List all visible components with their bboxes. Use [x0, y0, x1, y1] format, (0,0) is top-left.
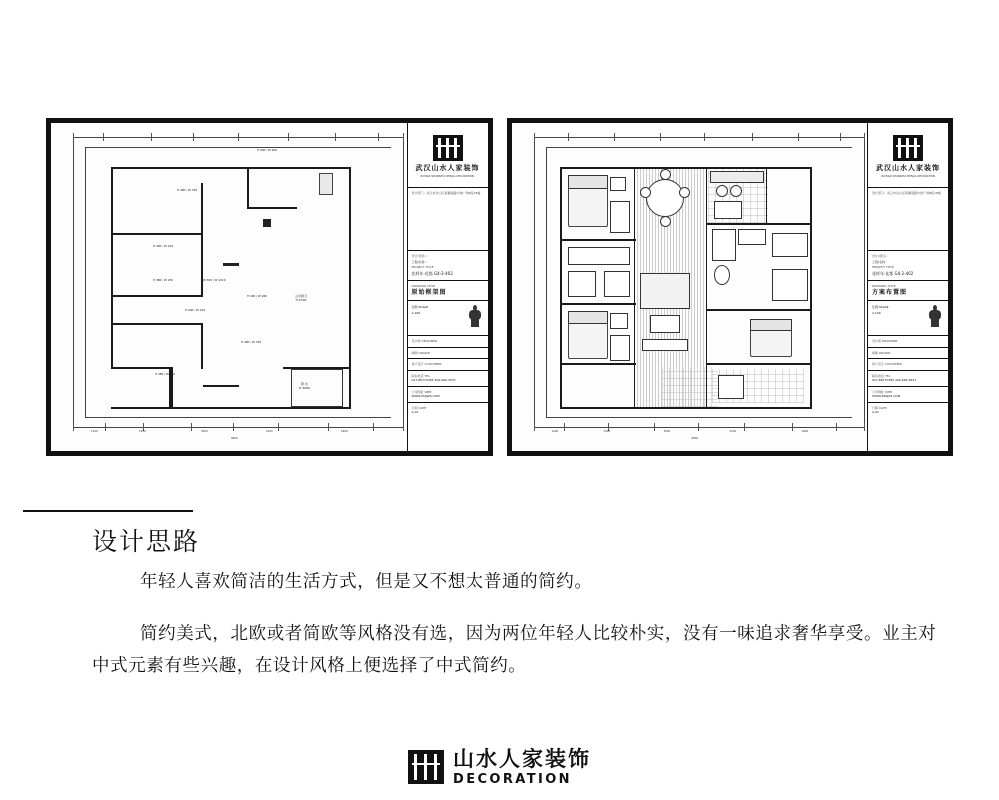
- dim-label-b3: 3500: [201, 430, 208, 433]
- tb-row-key: DRAWING TITLE: [872, 283, 896, 288]
- tb-seal: [868, 301, 948, 336]
- tb-drawn: [868, 348, 948, 360]
- partition-right-lower: [706, 363, 812, 365]
- dim-label-overall: 9800: [231, 437, 238, 440]
- furniture-washer-balcony: [718, 375, 744, 399]
- tb-project-name: 花样年·花都 G4-2-402: [872, 270, 914, 276]
- tb-row-value: A-02: [872, 410, 879, 414]
- company-name-cn: 武汉山水人家装饰: [415, 163, 480, 172]
- dim-label-b4: 2100: [266, 430, 273, 433]
- designer-stamp-icon: [927, 305, 943, 327]
- furniture-toilet: [714, 265, 730, 285]
- furniture-vanity: [738, 229, 766, 245]
- tb-designer: [868, 336, 948, 348]
- furniture-shower: [712, 229, 736, 261]
- title-block-layout: [867, 123, 948, 451]
- furniture-dining-table-round: [646, 179, 684, 217]
- partition-bedroom-right: [201, 183, 203, 235]
- tb-project: [408, 251, 488, 281]
- room-label-shanshui: [295, 295, 307, 303]
- tb-web: [408, 387, 488, 403]
- dim-note-4: H 380 / W 230: [153, 278, 174, 282]
- furniture-wardrobe-second: [610, 335, 630, 361]
- tb-row-value: 1:100: [872, 311, 881, 315]
- tb-designer: [408, 336, 488, 348]
- tb-drawing-title: [408, 281, 488, 302]
- shanshui-logo-icon: [433, 135, 463, 161]
- room-height: H 2700: [295, 297, 307, 302]
- partition-hall-left: [201, 233, 203, 297]
- dim-line-bottom-inner: [85, 417, 391, 418]
- tb-web: [868, 387, 948, 403]
- partition-right-mid: [706, 309, 812, 311]
- company-name-cn: 武汉山水人家装饰: [876, 163, 940, 172]
- tb-row-value: 027-88770365 400-666-3637: [411, 378, 456, 382]
- tb-row-value: WWW.SSRJZS.COM: [411, 394, 440, 398]
- dim-line-top-inner: [546, 147, 852, 148]
- partition-bedroom2-top: [560, 303, 636, 305]
- dim-line-left-inner: [546, 147, 547, 417]
- furniture-coffee-table: [650, 315, 680, 333]
- partition-lower-left: [201, 323, 203, 369]
- floor-tile-entry: [662, 367, 718, 407]
- dim-line-left-outer: [73, 137, 74, 427]
- furniture-wardrobe-master: [610, 201, 630, 233]
- wall-bottom: [111, 407, 351, 409]
- tb-row-key: 联系电话 TEL: [411, 373, 430, 378]
- company-name-en: WUHAN SHANSHUI RENJIA DECORATION: [881, 174, 935, 178]
- furniture-stove-burner: [716, 185, 728, 197]
- dim-label-b5: 1600: [341, 430, 348, 433]
- dim-label-b2: 1500: [139, 430, 146, 433]
- tb-row-key: 比例 SCALE: [872, 305, 889, 309]
- furniture-pillow-second: [568, 311, 608, 324]
- furniture-chair-study: [568, 271, 596, 297]
- furniture-dining-chair: [679, 187, 690, 198]
- tb-customer: [408, 359, 488, 371]
- furniture-desk-second: [610, 313, 628, 329]
- title-block-original: [407, 123, 488, 451]
- furniture-pillow-guest: [750, 319, 792, 331]
- furniture-tv-cabinet: [642, 339, 688, 351]
- dim-line-left-outer: [534, 137, 535, 427]
- tb-row-key: PROJECT TITLE: [411, 265, 434, 269]
- tb-row-key: 公司网址 WEB: [872, 389, 892, 394]
- furniture-wardrobe-right: [772, 269, 808, 301]
- tb-row-key: 制图 DRAWN: [872, 350, 891, 355]
- furniture-cabinet-right: [772, 233, 808, 257]
- dim-label-b3: 3500: [663, 430, 671, 433]
- section-divider: [23, 510, 193, 512]
- shanshui-logo-icon: [408, 750, 444, 784]
- footer-brand-text: [453, 746, 591, 787]
- furniture-desk-study: [568, 247, 630, 265]
- furniture-pillow-master: [568, 175, 608, 189]
- designer-stamp-icon: [467, 305, 483, 327]
- tb-row-key: PROJECT TITLE: [872, 265, 895, 269]
- tb-row-key: 联系电话 TEL: [872, 373, 891, 378]
- tb-row-key: 设计师 DESIGNER: [411, 339, 437, 343]
- tb-row-value: WWW.SSRJZS.COM: [872, 394, 901, 398]
- tb-drawing-title-value: 方案布置图: [872, 289, 908, 296]
- partition-corridor-left: [634, 167, 636, 407]
- dim-ticks-top: [73, 133, 403, 141]
- wall-bottom-left-step: [111, 367, 171, 369]
- tb-project-name: 花样年·花都 G4-2-402: [411, 270, 453, 276]
- partition-lower: [111, 323, 203, 325]
- partition-kitchen-vertical: [766, 167, 768, 223]
- furniture-dining-chair: [660, 216, 671, 227]
- wall-left: [111, 167, 113, 367]
- furniture-sink: [714, 201, 742, 219]
- footer-brand-en: DECORATION: [453, 771, 572, 787]
- furniture-sofa-living: [640, 273, 690, 309]
- tb-drawing-title-value: 原始框架图: [411, 289, 447, 296]
- structure-mark: [263, 219, 271, 227]
- tb-address-text: 设计部门：武汉市洪山区珞狮南路中建广场B座18楼: [872, 191, 941, 195]
- tb-customer: [868, 359, 948, 371]
- dim-label-b5: 1600: [801, 430, 809, 433]
- room-label-balcony: [299, 383, 310, 391]
- dim-line-bottom-inner: [546, 417, 852, 418]
- page-title: 设计思路: [92, 527, 201, 556]
- partition-mid: [111, 295, 203, 297]
- room-name: 山水厨卫: [295, 294, 308, 298]
- drawing-sheet-layout-plan[interactable]: [507, 118, 954, 456]
- dim-line-left-inner: [85, 147, 86, 417]
- tb-row-key: 客户签字 CUSTOMER: [411, 362, 442, 366]
- drawings-row: [46, 118, 953, 456]
- partition-master-bottom: [560, 239, 636, 241]
- tb-row-key: 制图 DRAWN: [411, 350, 430, 355]
- dim-label-overall: 9800: [691, 437, 699, 440]
- door-opening-mark: [223, 263, 239, 266]
- dim-line-right-outer: [864, 137, 865, 427]
- paragraph-2: 简约美式，北欧或者简欧等风格没有选，因为两位年轻人比较朴实，没有一味追求奢华享受。业主对中式元素有些兴趣，在设计风格上便选择了中式简约。: [92, 624, 937, 677]
- company-name-en: WUHAN SHANSHUI RENJIA DECORATION: [420, 174, 475, 178]
- tb-row-value: 工程(名称 :: [872, 259, 888, 264]
- dim-ticks-top: [534, 133, 864, 141]
- partition-kitchen: [247, 167, 249, 207]
- dim-note-2: H 200 / W 200: [257, 148, 278, 152]
- tb-row-key: 设计(项目) :: [411, 254, 428, 258]
- dim-label-b2: 1500: [603, 430, 611, 433]
- room-name: 阳 台: [300, 382, 308, 386]
- structure-column: [319, 173, 333, 195]
- furniture-nightstand-master: [610, 177, 626, 191]
- tb-row-key: DRAWING TITLE: [411, 283, 436, 288]
- wall-left: [560, 167, 562, 407]
- dim-label-b4: 2100: [729, 430, 737, 433]
- wall-top: [560, 167, 812, 169]
- partition-corridor-right: [706, 167, 708, 407]
- furniture-stove-burner: [730, 185, 742, 197]
- tb-address: [408, 188, 488, 251]
- tb-row-value: 工程(名称 :: [411, 259, 427, 264]
- dim-note-9: H 480 / W 730: [241, 340, 262, 344]
- wall-bottom: [560, 407, 812, 409]
- dim-note-7: H 200 / W 210: [185, 308, 206, 312]
- tb-row-value: 1:100: [411, 311, 421, 315]
- footer-brand-cn: 山水人家装饰: [453, 746, 591, 771]
- tb-tel: [868, 371, 948, 387]
- furniture-dining-chair: [660, 169, 671, 180]
- dim-label-b1: 1200: [91, 430, 98, 433]
- company-logo: [408, 123, 488, 188]
- tb-row-value: A-01: [411, 410, 419, 414]
- paragraph-1: 年轻人喜欢简洁的生活方式，但是又不想太普通的简约。: [140, 572, 593, 592]
- tb-row-key: 日期 DATE: [411, 405, 427, 410]
- tb-row-key: 设计师 DESIGNER: [872, 339, 898, 343]
- wall-right: [810, 167, 812, 409]
- tb-seal: [408, 301, 488, 336]
- dim-note-3: H 300 / W 210: [153, 244, 174, 248]
- dim-note-8: H 480 / W 730: [155, 372, 176, 376]
- tb-row-key: 比例 SCALE: [411, 305, 429, 309]
- tb-row-value: 027-88770365 400-666-3637: [872, 378, 917, 382]
- partition-kitchen-bottom: [706, 223, 812, 225]
- footer-brand: [0, 742, 999, 792]
- room-height: H 3000: [299, 385, 310, 390]
- tb-address-text: 设计部门：武汉市洪山区珞狮南路中建广场B座18楼: [411, 191, 481, 195]
- drawing-sheet-original-plan[interactable]: [46, 118, 493, 456]
- tb-project: [868, 251, 948, 281]
- company-logo: [868, 123, 948, 188]
- tb-date-no: [408, 403, 488, 452]
- dim-note-1: H 480 / W 730: [177, 188, 198, 192]
- dim-label-b1: 1200: [551, 430, 559, 433]
- furniture-kitchen-counter: [710, 171, 764, 183]
- dim-ticks-bottom: [534, 423, 864, 431]
- tb-row-key: 设计(项目) :: [872, 254, 889, 258]
- partition-left-lower: [560, 363, 636, 365]
- tb-date-no: [868, 403, 948, 452]
- partition-bedroom-top: [111, 233, 203, 235]
- dim-line-top-inner: [85, 147, 391, 148]
- furniture-dining-chair: [640, 187, 651, 198]
- tb-address: [868, 188, 948, 251]
- tb-row-key: 日期 DATE: [872, 405, 887, 410]
- partition-kitchen-bottom: [247, 207, 297, 209]
- tb-row-key: 客户签字 CUSTOMER: [872, 362, 902, 366]
- dim-note-6: H 400 / W 260: [247, 294, 268, 298]
- tb-row-key: 公司网址 WEB: [411, 389, 432, 394]
- tb-drawn: [408, 348, 488, 360]
- shanshui-logo-icon: [893, 135, 923, 161]
- dim-ticks-bottom: [73, 423, 403, 431]
- wall-right: [349, 167, 351, 409]
- partition-entry-b: [203, 385, 239, 387]
- furniture-cabinet-study: [604, 271, 630, 297]
- dim-line-right-outer: [403, 137, 404, 427]
- tb-tel: [408, 371, 488, 387]
- dim-note-5: W 300 / W 1210: [203, 278, 226, 282]
- wall-top: [111, 167, 351, 169]
- tb-drawing-title: [868, 281, 948, 302]
